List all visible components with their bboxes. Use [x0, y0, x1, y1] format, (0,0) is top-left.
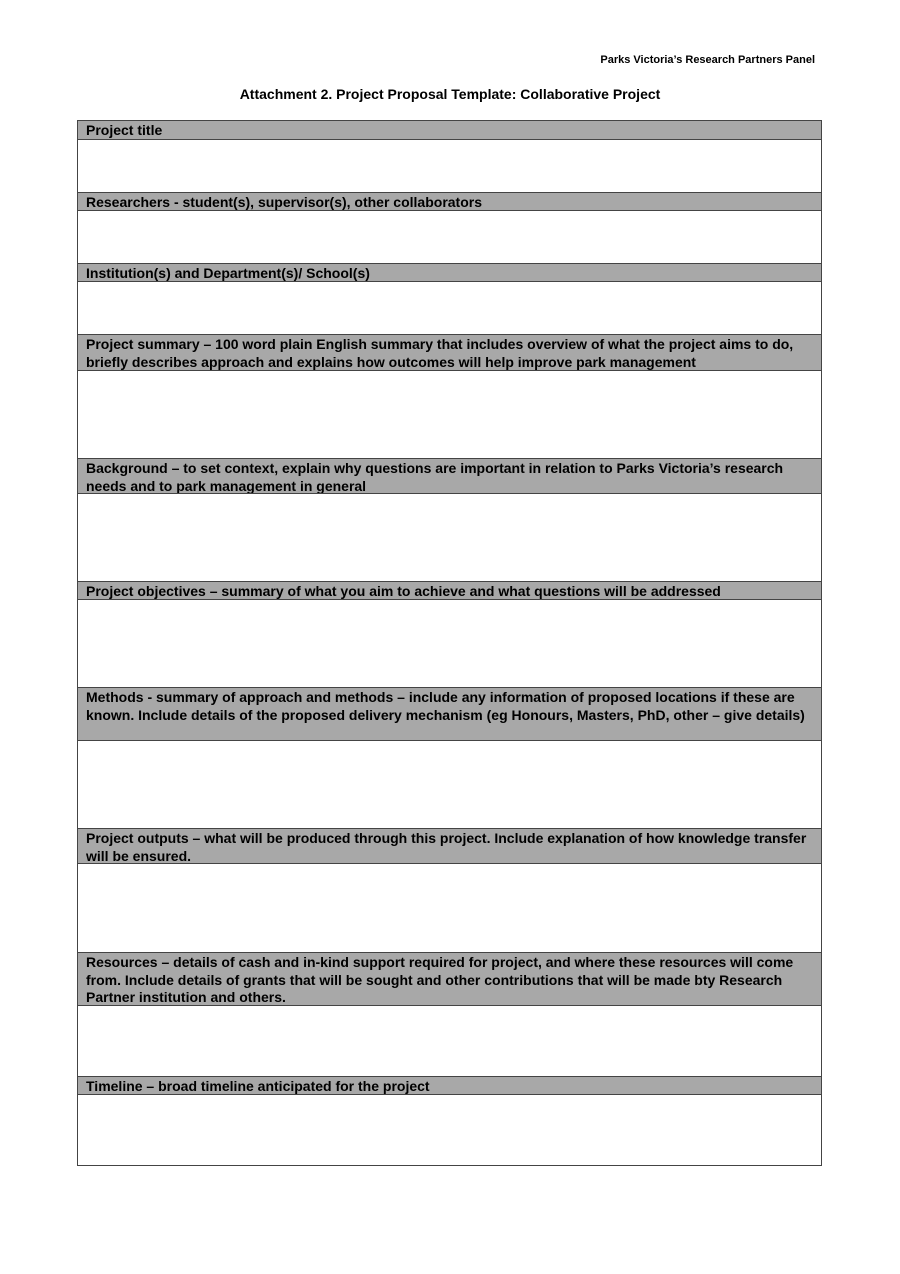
- project-objectives-field[interactable]: [77, 600, 822, 688]
- project-objectives-label: Project objectives – summary of what you aim to achieve and what questions will be addressed: [77, 582, 822, 600]
- project-title-field[interactable]: [77, 140, 822, 193]
- project-title-label: Project title: [77, 121, 822, 140]
- timeline-label: Timeline – broad timeline anticipated for the project: [77, 1077, 822, 1095]
- background-field[interactable]: [77, 494, 822, 582]
- proposal-form: [77, 120, 822, 1166]
- researchers-label: Researchers - student(s), supervisor(s), other collaborators: [77, 193, 822, 211]
- background-label: Background – to set context, explain why questions are important in relation to Parks Victoria’s research needs and to park management in general: [77, 459, 822, 494]
- project-outputs-label: Project outputs – what will be produced through this project. Include explanation of how knowledge transfer will be ensured.: [77, 829, 822, 864]
- document-title: Attachment 2. Project Proposal Template: Collaborative Project: [239, 86, 661, 102]
- timeline-field[interactable]: [77, 1095, 822, 1166]
- project-outputs-field[interactable]: [77, 864, 822, 953]
- researchers-field[interactable]: [77, 211, 822, 264]
- institutions-label: Institution(s) and Department(s)/ School(s): [77, 264, 822, 282]
- methods-field[interactable]: [77, 741, 822, 829]
- project-summary-label: Project summary – 100 word plain English summary that includes overview of what the project aims to do, briefly describes approach and explains how outcomes will help improve park management: [77, 335, 822, 371]
- project-summary-field[interactable]: [77, 371, 822, 459]
- institutions-field[interactable]: [77, 282, 822, 335]
- panel-name: Parks Victoria’s Research Partners Panel: [600, 54, 815, 66]
- methods-label: Methods - summary of approach and methods – include any information of proposed locations if these are known. Include details of the proposed delivery mechanism (eg Honours, Masters, PhD, other – give details): [77, 688, 822, 741]
- resources-label: Resources – details of cash and in-kind support required for project, and where these resources will come from. Include details of grants that will be sought and other contributions that will be made bty Research Partner institution and others.: [77, 953, 822, 1006]
- resources-field[interactable]: [77, 1006, 822, 1077]
